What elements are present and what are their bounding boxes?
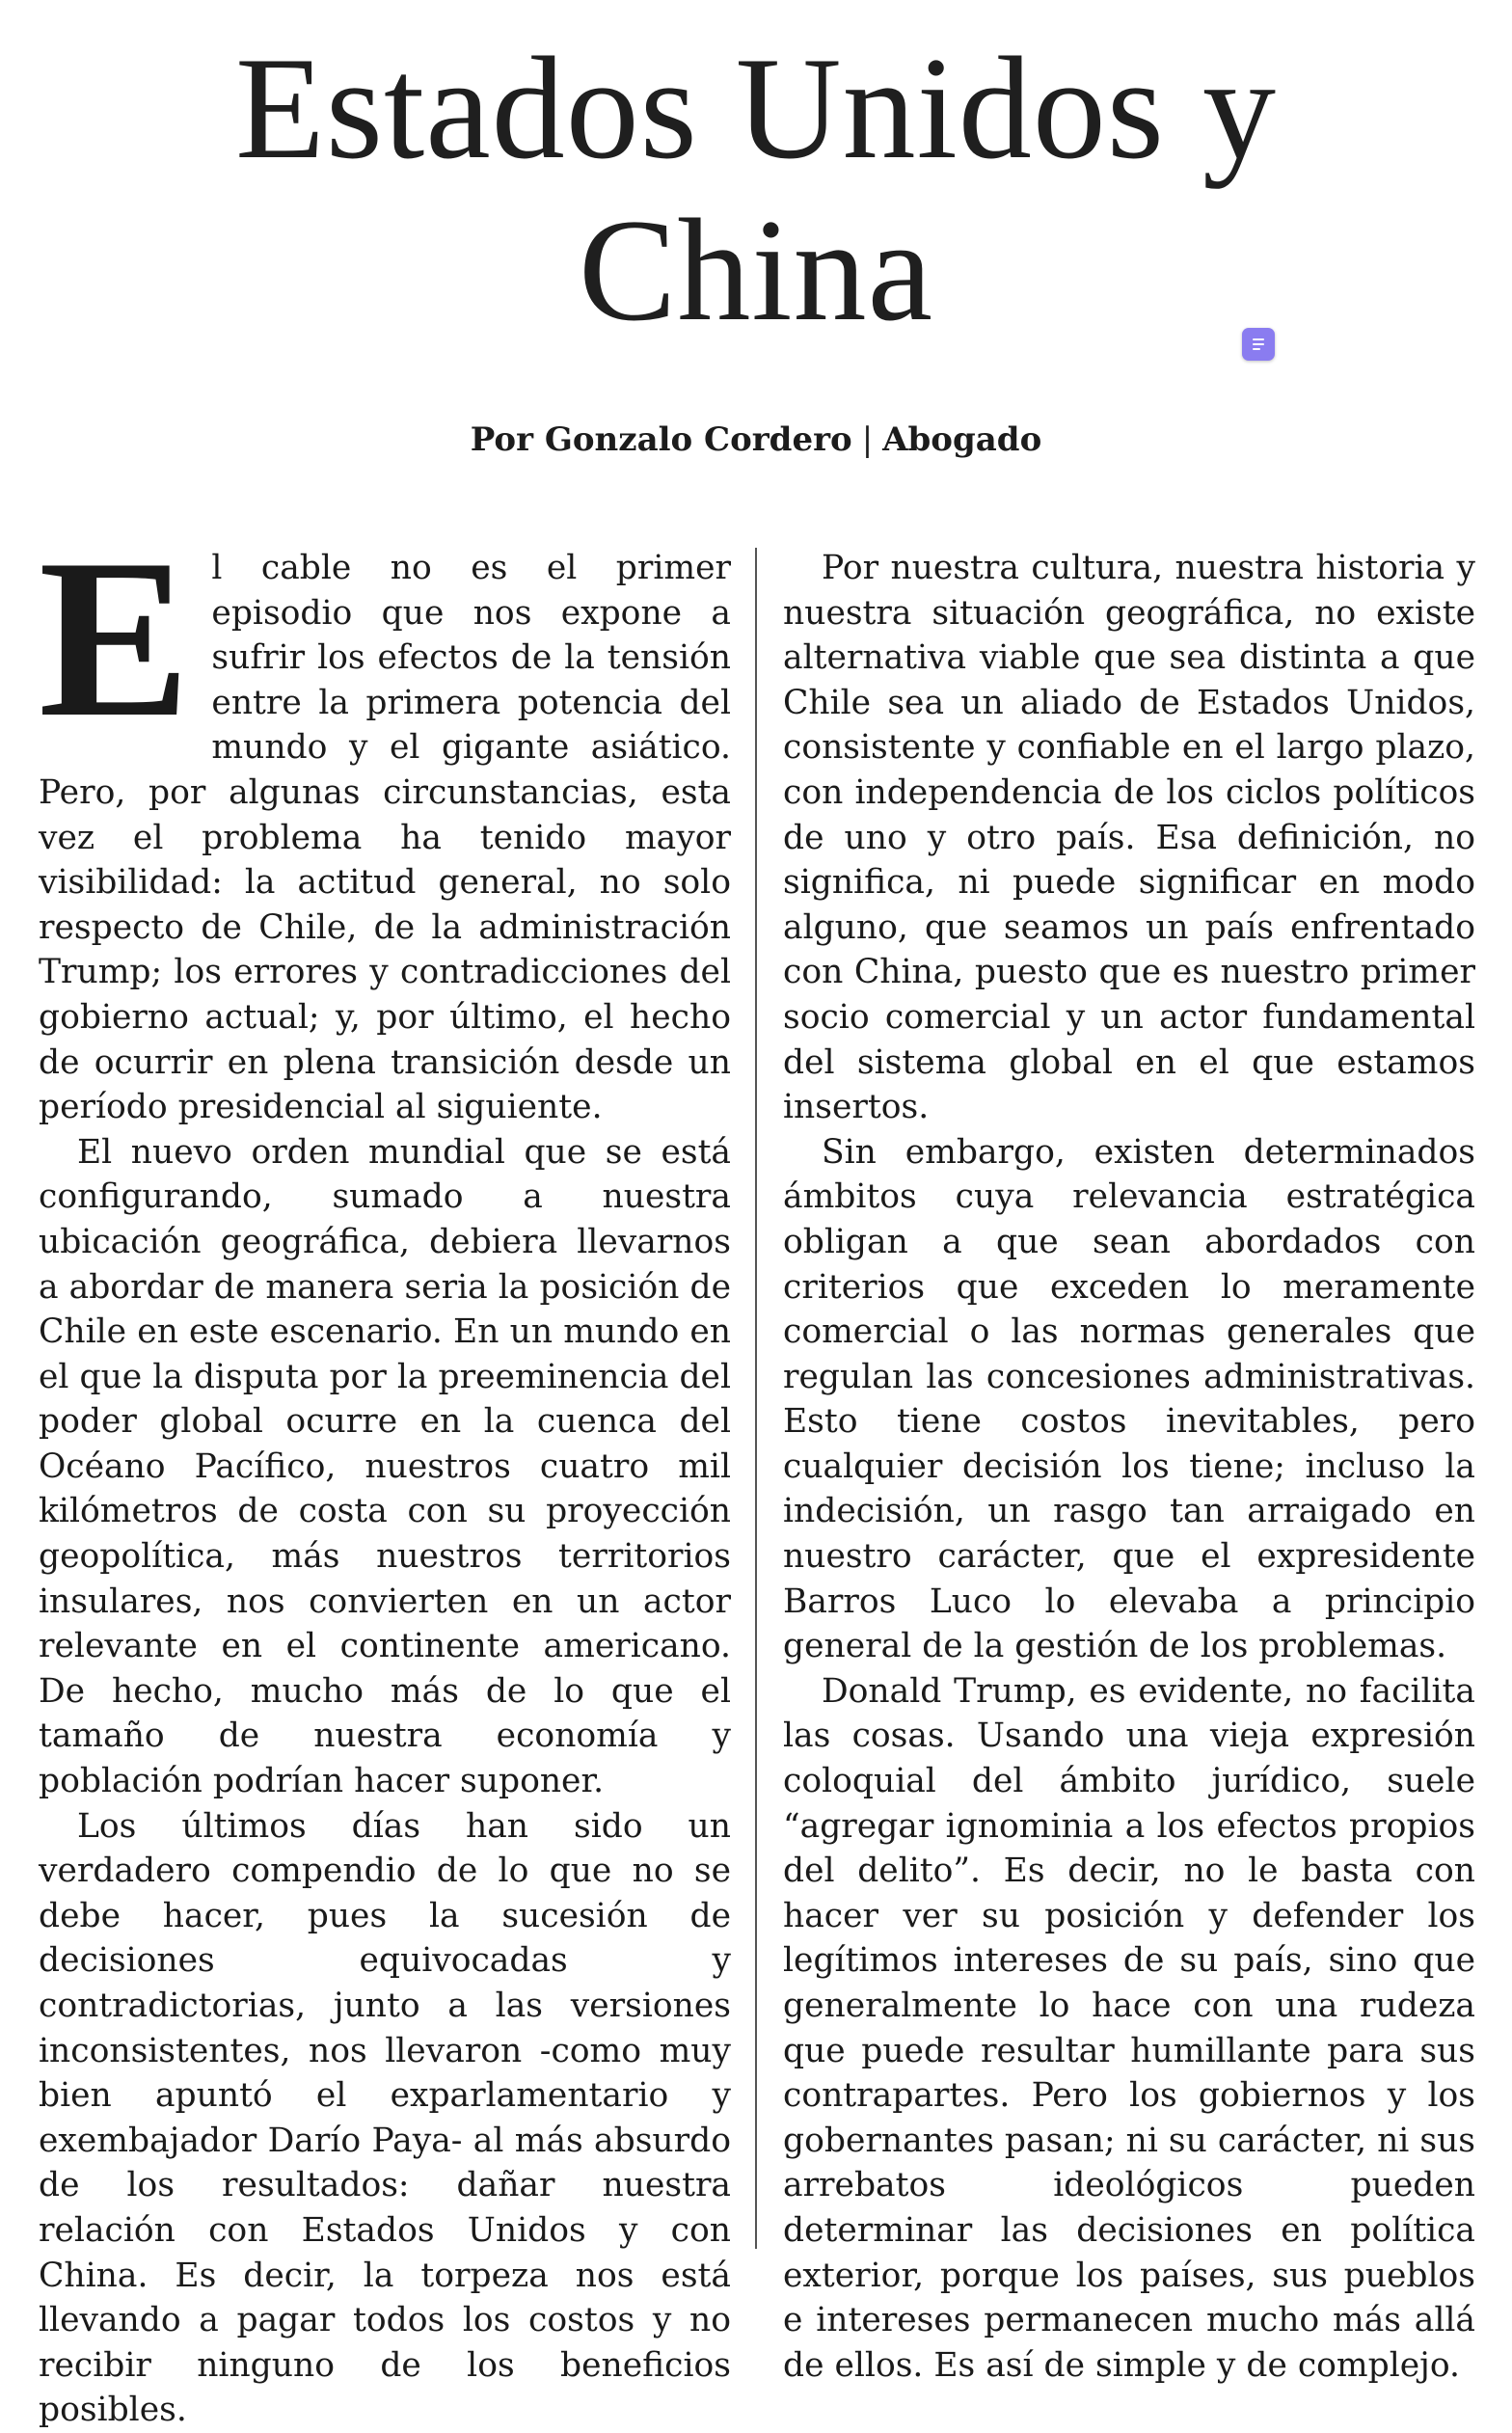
paragraph: Donald Trump, es evidente, no facilita las cosas. Usando una vieja expresión coloquial del ámbito jurídico, suele “agregar ignominia a los efectos propios del delito”. Es decir, no le basta con hacer ver su posición y defender los legítimos intereses de su país, sino que generalmente lo hace con una rudeza que puede resultar humillante para sus contrapartes. Pero los gobiernos y los gobernantes pasan; ni su carácter, ni sus arrebatos ideológicos pueden determinar las decisiones en política exterior, porque los países, sus pueblos e intereses permanecen mucho más allá de ellos. Es así de simple y de complejo. — [783, 1671, 1475, 2385]
byline-separator: | — [861, 420, 874, 459]
column-divider — [755, 548, 757, 2249]
right-column — [783, 546, 1475, 2388]
byline-role: Abogado — [882, 420, 1042, 459]
left-column — [39, 513, 731, 2433]
byline-author: Por Gonzalo Cordero — [470, 420, 852, 459]
note-line — [1253, 348, 1260, 350]
byline — [0, 417, 1512, 463]
article-title — [0, 27, 1512, 351]
paragraph — [39, 513, 731, 1130]
paragraph: El nuevo orden mundial que se está configurando, sumado a nuestra ubicación geográfica, debiera llevarnos a abordar de manera seria la posición de Chile en este escenario. En un mundo en el que la disputa por la preeminencia del poder global ocurre en la cuenca del Océano Pacífico, nuestros cuatro mil kilómetros de costa con su proyección geopolítica, más nuestros territorios insulares, nos convierten en un actor relevante en el continente americano. De hecho, mucho más de lo que el tamaño de nuestra economía y población podrían hacer suponer. — [39, 1132, 731, 1801]
paragraph-text: l cable no es el primer episodio que nos expone a sufrir los efectos de la tensión entre la primera potencia del mundo y el gigante asiático. Pero, por algunas circunstancias, esta vez el problema ha tenido mayor visibilidad: la actitud general, no solo respecto de Chile, de la administración Trump; los errores y contradicciones del gobierno actual; y, por último, el hecho de ocurrir en plena transición desde un período presidencial al siguiente. — [39, 549, 731, 1127]
title-line-1: Estados Unidos y — [235, 27, 1277, 189]
note-line — [1253, 338, 1264, 340]
title-line-2: China — [578, 189, 934, 351]
drop-cap: E — [39, 513, 191, 765]
paragraph: Por nuestra cultura, nuestra historia y nuestra situación geográfica, no existe alternativa viable que sea distinta a que Chile sea un aliado de Estados Unidos, consistente y confiable en el largo plazo, con independencia de los ciclos políticos de uno y otro país. Esa definición, no significa, ni puede significar en modo alguno, que seamos un país enfrentado con China, puesto que es nuestro primer socio comercial y un actor fundamental del sistema global en el que estamos insertos. — [783, 549, 1475, 1127]
note-icon[interactable] — [1242, 328, 1275, 361]
paragraph: Los últimos días han sido un verdadero compendio de lo que no se debe hacer, pues la sucesión de decisiones equivocadas y contradictorias, junto a las versiones inconsistentes, nos llevaron -como muy bien apuntó el exparlamentario y exembajador Darío Paya- al más absurdo de los resultados: dañar nuestra relación con Estados Unidos y con China. Es decir, la torpeza nos está llevando a pagar todos los costos y no recibir ninguno de los beneficios posibles. — [39, 1806, 731, 2430]
paragraph: Sin embargo, existen determinados ámbitos cuya relevancia estratégica obligan a que sean abordados con criterios que exceden lo meramente comercial o las normas generales que regulan las concesiones administrativas. Esto tiene costos inevitables, pero cualquier decisión los tiene; incluso la indecisión, un rasgo tan arraigado en nuestro carácter, que el expresidente Barros Luco lo elevaba a principio general de la gestión de los problemas. — [783, 1132, 1475, 1666]
note-line — [1253, 343, 1264, 345]
